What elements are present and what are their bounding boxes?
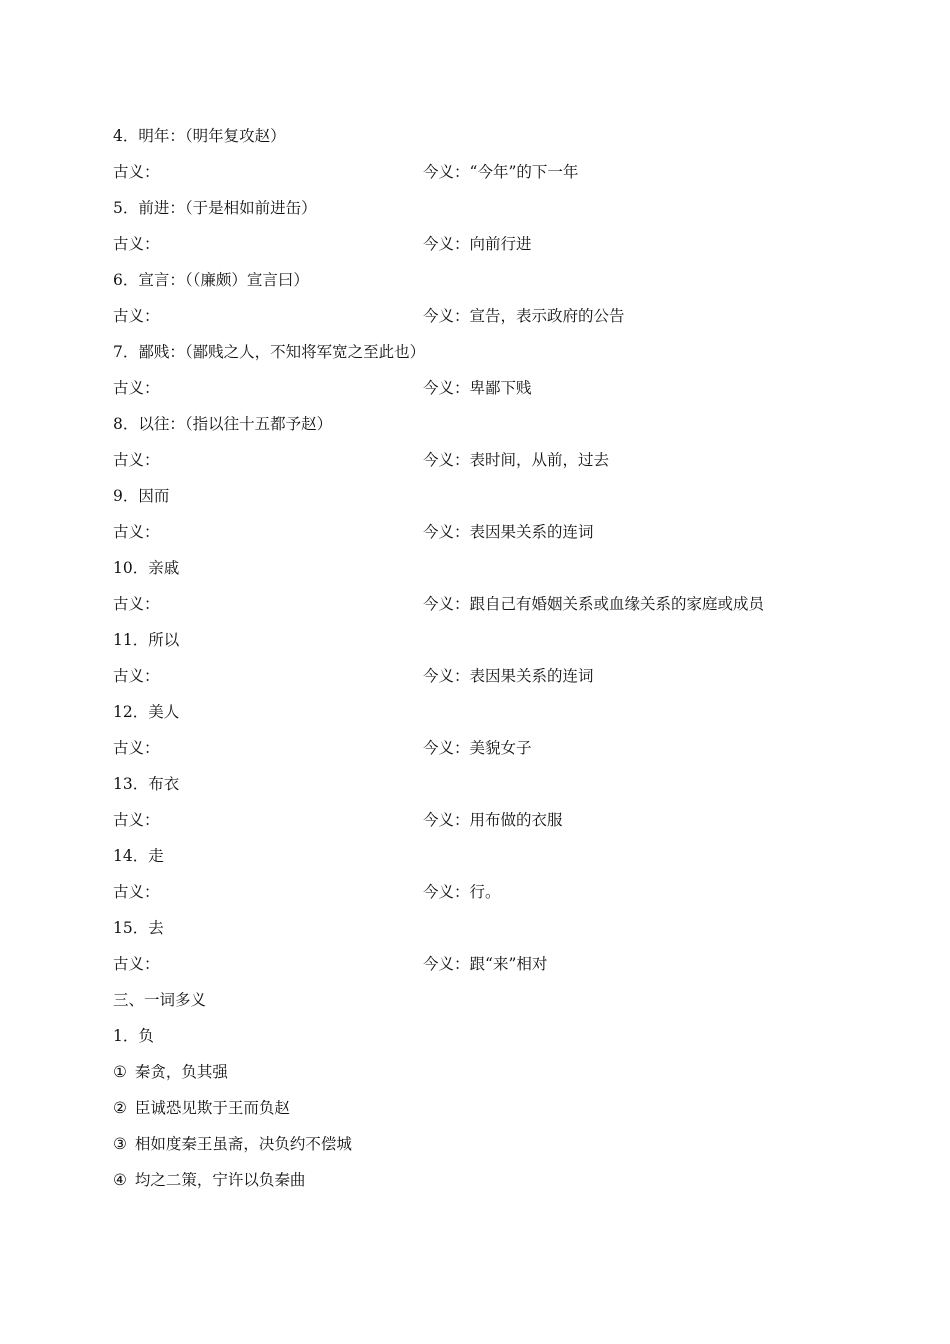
modern-meaning	[423, 448, 609, 472]
modern-label: 今义：	[423, 523, 470, 541]
ancient-label: 古义：	[113, 739, 160, 757]
ancient-meaning	[113, 232, 160, 256]
sense-line	[113, 1060, 853, 1096]
ancient-meaning	[113, 448, 160, 472]
ancient-meaning	[113, 664, 160, 688]
entry-number: 1．	[113, 1027, 139, 1045]
modern-meaning	[423, 376, 532, 400]
modern-meaning-text: 美貌女子	[469, 739, 532, 757]
entry-word: 以往：	[138, 415, 185, 433]
sense-text: 臣诚恐见欺于王而负赵	[134, 1099, 290, 1117]
ancient-label: 古义：	[113, 883, 160, 901]
modern-meaning-text: 表时间，从前，过去	[469, 451, 610, 469]
sense-text: 均之二策，宁许以负秦曲	[134, 1171, 306, 1189]
modern-meaning-text: 跟自己有婚姻关系或血缘关系的家庭或成员	[469, 595, 765, 613]
ancient-meaning	[113, 952, 160, 976]
sense-line	[113, 1132, 853, 1168]
meaning-line	[113, 736, 853, 772]
sense-line	[113, 1096, 853, 1132]
vocab-entry-line	[113, 556, 853, 592]
modern-meaning-text: 卑鄙下贱	[469, 379, 532, 397]
modern-label: 今义：	[423, 739, 470, 757]
entry-context: （明年复攻赵）	[184, 127, 286, 145]
sense-line	[113, 1168, 853, 1204]
sense-marker: ①	[113, 1063, 127, 1081]
entry-number: 9．	[113, 487, 139, 505]
meaning-line	[113, 160, 853, 196]
modern-label: 今义：	[423, 811, 470, 829]
modern-label: 今义：	[423, 235, 470, 253]
ancient-meaning	[113, 376, 160, 400]
vocab-entry-line	[113, 484, 853, 520]
modern-meaning-text: 宣告，表示政府的公告	[469, 307, 625, 325]
entry-number: 10．	[113, 559, 149, 577]
ancient-label: 古义：	[113, 163, 160, 181]
entry-number: 13．	[113, 775, 149, 793]
entry-context: （（廉颇）宣言曰）	[184, 271, 309, 289]
ancient-meaning	[113, 304, 160, 328]
meaning-line	[113, 808, 853, 844]
ancient-meaning	[113, 736, 160, 760]
modern-label: 今义：	[423, 163, 470, 181]
modern-label: 今义：	[423, 307, 470, 325]
modern-meaning	[423, 808, 563, 832]
section-heading: 三、一词多义	[113, 991, 207, 1009]
modern-meaning	[423, 880, 501, 904]
vocab-entry-line	[113, 124, 853, 160]
modern-meaning	[423, 592, 764, 616]
ancient-meaning	[113, 592, 160, 616]
sense-marker: ④	[113, 1171, 127, 1189]
modern-meaning	[423, 520, 594, 544]
meaning-line	[113, 520, 853, 556]
vocab-entry-line	[113, 268, 853, 304]
sense-text: 相如度秦王虽斋，决负约不偿城	[134, 1135, 352, 1153]
modern-meaning-text: 表因果关系的连词	[469, 667, 594, 685]
ancient-label: 古义：	[113, 451, 160, 469]
sense-marker: ③	[113, 1135, 127, 1153]
ancient-label: 古义：	[113, 811, 160, 829]
modern-label: 今义：	[423, 667, 470, 685]
modern-meaning	[423, 664, 594, 688]
ancient-meaning	[113, 808, 160, 832]
meaning-line	[113, 376, 853, 412]
entry-number: 11．	[113, 631, 149, 649]
vocab-entry-line	[113, 196, 853, 232]
vocab-entry-line	[113, 412, 853, 448]
vocab-entry-line	[113, 844, 853, 880]
entry-number: 8．	[113, 415, 139, 433]
modern-meaning	[423, 952, 547, 976]
entry-word: 布衣	[148, 775, 180, 793]
meaning-line	[113, 952, 853, 988]
vocab-entry-line	[113, 916, 853, 952]
meaning-line	[113, 664, 853, 700]
entry-context: （鄙贱之人，不知将军宽之至此也）	[184, 343, 426, 361]
modern-meaning	[423, 232, 532, 256]
entry-word: 走	[148, 847, 164, 865]
meaning-line	[113, 448, 853, 484]
sense-text: 秦贪，负其强	[134, 1063, 228, 1081]
meaning-line	[113, 304, 853, 340]
entry-number: 12．	[113, 703, 149, 721]
ancient-meaning	[113, 520, 160, 544]
ancient-label: 古义：	[113, 955, 160, 973]
modern-meaning-text: 用布做的衣服	[469, 811, 563, 829]
entry-word: 前进：	[138, 199, 185, 217]
modern-label: 今义：	[423, 451, 470, 469]
entry-word: 所以	[148, 631, 180, 649]
ancient-meaning	[113, 160, 160, 184]
vocab-entry-line	[113, 772, 853, 808]
entry-number: 4．	[113, 127, 139, 145]
modern-meaning-text: 跟“来”相对	[469, 955, 548, 973]
entry-word: 美人	[148, 703, 180, 721]
document-page	[113, 124, 853, 1204]
modern-label: 今义：	[423, 595, 470, 613]
entry-number: 6．	[113, 271, 139, 289]
vocab-entry-line	[113, 340, 853, 376]
entry-word: 亲戚	[148, 559, 180, 577]
entry-number: 14．	[113, 847, 149, 865]
modern-label: 今义：	[423, 379, 470, 397]
modern-meaning-text: 表因果关系的连词	[469, 523, 594, 541]
entry-word: 因而	[138, 487, 170, 505]
entry-number: 15．	[113, 919, 149, 937]
modern-meaning	[423, 736, 532, 760]
entry-context: （指以往十五都予赵）	[184, 415, 333, 433]
modern-label: 今义：	[423, 955, 470, 973]
vocab-entry-line	[113, 628, 853, 664]
meaning-line	[113, 232, 853, 268]
polysemy-entry-line	[113, 1024, 853, 1060]
entry-number: 5．	[113, 199, 139, 217]
entry-number: 7．	[113, 343, 139, 361]
ancient-label: 古义：	[113, 379, 160, 397]
entry-context: （于是相如前进缶）	[184, 199, 317, 217]
entry-word: 去	[148, 919, 164, 937]
modern-meaning-text: 行。	[469, 883, 501, 901]
meaning-line	[113, 592, 853, 628]
meaning-line	[113, 880, 853, 916]
modern-label: 今义：	[423, 883, 470, 901]
modern-meaning-text: 向前行进	[469, 235, 532, 253]
ancient-label: 古义：	[113, 595, 160, 613]
sense-marker: ②	[113, 1099, 127, 1117]
entry-word: 负	[138, 1027, 154, 1045]
ancient-label: 古义：	[113, 667, 160, 685]
modern-meaning	[423, 160, 578, 184]
ancient-meaning	[113, 880, 160, 904]
ancient-label: 古义：	[113, 235, 160, 253]
entry-word: 宣言：	[138, 271, 185, 289]
entry-word: 明年：	[138, 127, 185, 145]
modern-meaning	[423, 304, 625, 328]
ancient-label: 古义：	[113, 523, 160, 541]
entry-word: 鄙贱：	[138, 343, 185, 361]
modern-meaning-text: “今年”的下一年	[469, 163, 579, 181]
ancient-label: 古义：	[113, 307, 160, 325]
vocab-entry-line	[113, 700, 853, 736]
